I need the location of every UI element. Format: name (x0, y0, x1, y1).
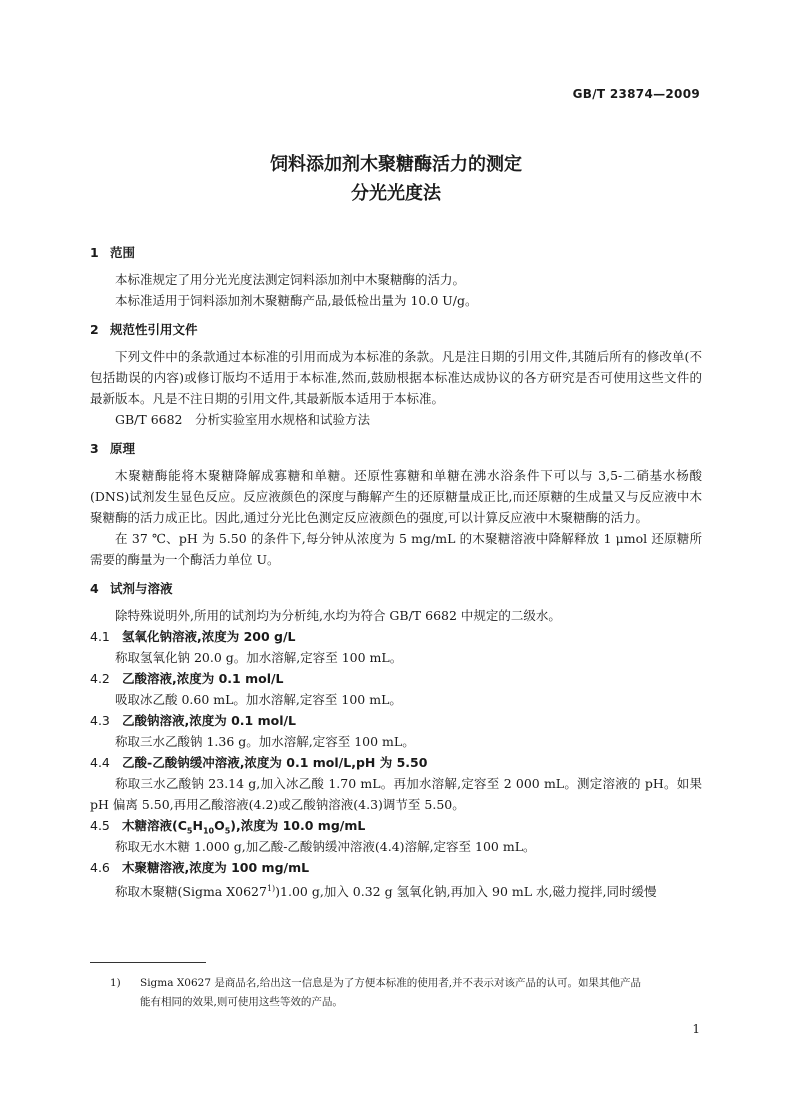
subsection-heading (90, 668, 702, 689)
section-heading (90, 438, 702, 459)
page-number: 1 (692, 1022, 700, 1036)
section-title: 原理 (110, 441, 136, 456)
paragraph: 本标准规定了用分光光度法测定饲料添加剂中木聚糖酶的活力。 (115, 272, 466, 287)
section-scope (90, 242, 702, 311)
reference-item: GB/T 6682 分析实验室用水规格和试验方法 (115, 412, 371, 427)
section-title: 试剂与溶液 (110, 581, 173, 596)
section-title: 规范性引用文件 (110, 322, 198, 337)
paragraph: 下列文件中的条款通过本标准的引用而成为本标准的条款。凡是注日期的引用文件,其随后所有的修改单(不包括勘误的内容)或修订版均不适用于本标准,然而,鼓励根据本标准达成协议的各方研究是否可使用这些文件的最新版本。凡是不注日期的引用文件,其最新版本适用于本标准。 (90, 349, 702, 406)
subsection-title: 乙酸-乙酸钠缓冲溶液,浓度为 0.1 mol/L,pH 为 5.50 (122, 755, 428, 770)
subsection-number: 4.6 (90, 860, 110, 875)
subsection-heading (90, 710, 702, 731)
paragraph: 在 37 ℃、pH 为 5.50 的条件下,每分钟从浓度为 5 mg/mL 的木聚糖溶液中降解释放 1 μmol 还原糖所需要的酶量为一个酶活力单位 U。 (90, 531, 702, 567)
formula-part: H (192, 818, 203, 833)
subsection-number: 4.5 (90, 818, 110, 833)
subsection-heading (90, 857, 702, 878)
formula-part: O (214, 818, 225, 833)
subsection-number: 4.2 (90, 671, 110, 686)
subsection-heading (90, 815, 702, 836)
section-normative-references (90, 319, 702, 430)
paragraph: 吸取冰乙酸 0.60 mL。加水溶解,定容至 100 mL。 (115, 692, 402, 707)
document-body (90, 238, 702, 910)
formula-subscript: 5 (224, 826, 231, 836)
subsection-heading (90, 626, 702, 647)
subsection-title: 乙酸钠溶液,浓度为 0.1 mol/L (122, 713, 297, 728)
formula-subscript: 10 (202, 826, 215, 836)
standard-code: GB/T 23874—2009 (572, 87, 700, 101)
footnote-divider (90, 962, 206, 963)
subsection-title: 木聚糖溶液,浓度为 100 mg/mL (122, 860, 310, 875)
footnote-line: 能有相同的效果,则可使用这些等效的产品。 (140, 996, 343, 1008)
section-number: 4 (90, 581, 99, 596)
section-heading (90, 578, 702, 599)
section-number: 3 (90, 441, 99, 456)
paragraph: 称取三水乙酸钠 1.36 g。加水溶解,定容至 100 mL。 (115, 734, 415, 749)
subsection-title (122, 818, 366, 836)
paragraph: 除特殊说明外,所用的试剂均为分析纯,水均为符合 GB/T 6682 中规定的二级水。 (115, 608, 561, 623)
formula-part: 木糖溶液(C (122, 818, 187, 833)
formula-part: ),浓度为 10.0 mg/mL (230, 818, 366, 833)
footnote-line (90, 974, 702, 993)
section-heading (90, 242, 702, 263)
subsection-heading (90, 752, 702, 773)
document-subtitle: 分光光度法 (351, 183, 441, 204)
text-part: 称取木聚糖(Sigma X0627 (115, 884, 267, 900)
footnote-reference[interactable]: 1) (266, 884, 276, 893)
paragraph (90, 878, 702, 902)
footnote-mark: 1) (110, 977, 121, 989)
footnote-text: Sigma X0627 是商品名,给出这一信息是为了方便本标准的使用者,并不表示对该产品的认可。如果其他产品 (140, 977, 642, 989)
subsection-number: 4.3 (90, 713, 110, 728)
section-reagents (90, 578, 702, 902)
section-number: 2 (90, 322, 99, 337)
footnote (90, 974, 702, 1012)
paragraph: 称取无水木糖 1.000 g,加乙酸-乙酸钠缓冲溶液(4.4)溶解,定容至 100 mL。 (115, 839, 536, 854)
section-principle (90, 438, 702, 570)
text-part: )1.00 g,加入 0.32 g 氢氧化钠,再加入 90 mL 水,磁力搅拌,同时缓慢 (275, 884, 657, 900)
subsection-title: 乙酸溶液,浓度为 0.1 mol/L (122, 671, 284, 686)
paragraph: 称取氢氧化钠 20.0 g。加水溶解,定容至 100 mL。 (115, 650, 403, 665)
paragraph: 本标准适用于饲料添加剂木聚糖酶产品,最低检出量为 10.0 U/g。 (115, 293, 478, 308)
paragraph: 木聚糖酶能将木聚糖降解成寡糖和单糖。还原性寡糖和单糖在沸水浴条件下可以与 3,5-二硝基水杨酸(DNS)试剂发生显色反应。反应液颜色的深度与酶解产生的还原糖量成正比,而还原糖的生成量又与反应液中木聚糖酶的活力成正比。因此,通过分光比色测定反应液颜色的强度,可以计算反应液中木聚糖酶的活力。 (90, 468, 702, 525)
subsection-title: 氢氧化钠溶液,浓度为 200 g/L (122, 629, 296, 644)
document-title: 饲料添加剂木聚糖酶活力的测定 (270, 154, 522, 175)
subsection-number: 4.1 (90, 629, 110, 644)
formula-subscript: 5 (186, 826, 193, 836)
section-heading (90, 319, 702, 340)
section-title: 范围 (110, 245, 136, 260)
section-number: 1 (90, 245, 99, 260)
subsection-number: 4.4 (90, 755, 110, 770)
paragraph: 称取三水乙酸钠 23.14 g,加入冰乙酸 1.70 mL。再加水溶解,定容至 2 000 mL。测定溶液的 pH。如果 pH 偏离 5.50,再用乙酸溶液(4.2)或乙酸钠溶液(4.3)调节至 5.50。 (90, 776, 702, 812)
